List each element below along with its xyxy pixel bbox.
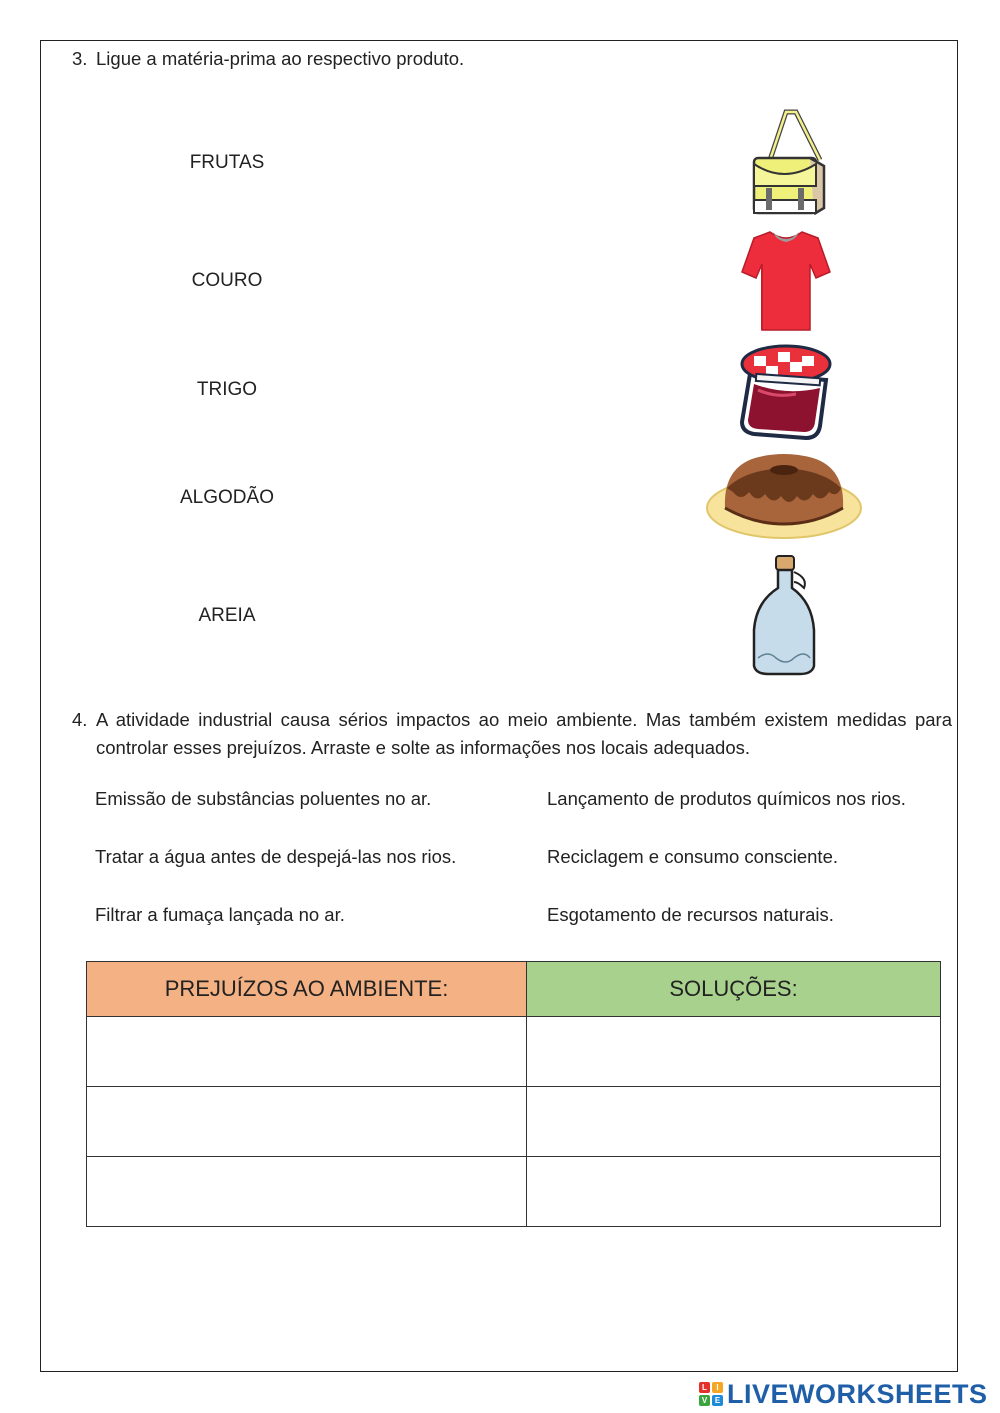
bag-icon[interactable] — [748, 108, 828, 218]
draggable-option[interactable]: Emissão de substâncias poluentes no ar. — [95, 788, 432, 809]
material-areia[interactable]: AREIA — [198, 605, 256, 626]
question-4-text: A atividade industrial causa sérios impactos ao meio ambiente. Mas também existem medidas para controlar esses prejuízos. Arraste e solte as informações nos locais adequados. — [96, 709, 952, 758]
drop-zone-prejuizo-2[interactable] — [87, 1087, 527, 1157]
drop-zone-solucao-1[interactable] — [527, 1017, 941, 1087]
logo-blocks-icon: L I V E — [699, 1382, 723, 1406]
draggable-option[interactable]: Filtrar a fumaça lançada no ar. — [95, 904, 345, 925]
draggable-option[interactable]: Tratar a água antes de despejá-las nos rios. — [95, 846, 457, 867]
question-3-number: 3. — [72, 48, 88, 69]
draggable-option[interactable]: Lançamento de produtos químicos nos rios. — [547, 788, 906, 809]
material-trigo[interactable]: TRIGO — [196, 379, 258, 400]
answer-table — [86, 961, 941, 1227]
drop-zone-solucao-2[interactable] — [527, 1087, 941, 1157]
question-4-number: 4. — [72, 709, 88, 730]
material-couro[interactable]: COURO — [191, 270, 263, 291]
jam-jar-icon[interactable] — [736, 336, 836, 440]
bottle-icon[interactable] — [748, 554, 820, 678]
brand-name: LIVEWORKSHEETS — [727, 1378, 988, 1409]
draggable-option[interactable]: Reciclagem e consumo consciente. — [547, 846, 839, 867]
header-prejuizos: PREJUÍZOS AO AMBIENTE: — [87, 962, 527, 1017]
header-solucoes: SOLUÇÕES: — [527, 962, 941, 1017]
drop-zone-prejuizo-1[interactable] — [87, 1017, 527, 1087]
question-3-text: Ligue a matéria-prima ao respectivo produto. — [96, 48, 465, 69]
draggable-option[interactable]: Esgotamento de recursos naturais. — [547, 904, 834, 925]
tshirt-icon[interactable] — [740, 226, 832, 334]
question-3-prompt — [72, 48, 464, 70]
material-algodao[interactable]: ALGODÃO — [180, 487, 274, 508]
drop-zone-solucao-3[interactable] — [527, 1157, 941, 1227]
material-frutas[interactable]: FRUTAS — [189, 152, 265, 173]
drop-zone-prejuizo-3[interactable] — [87, 1157, 527, 1227]
question-4-prompt — [72, 706, 952, 762]
cake-icon[interactable] — [705, 448, 863, 544]
liveworksheets-logo — [699, 1380, 988, 1408]
